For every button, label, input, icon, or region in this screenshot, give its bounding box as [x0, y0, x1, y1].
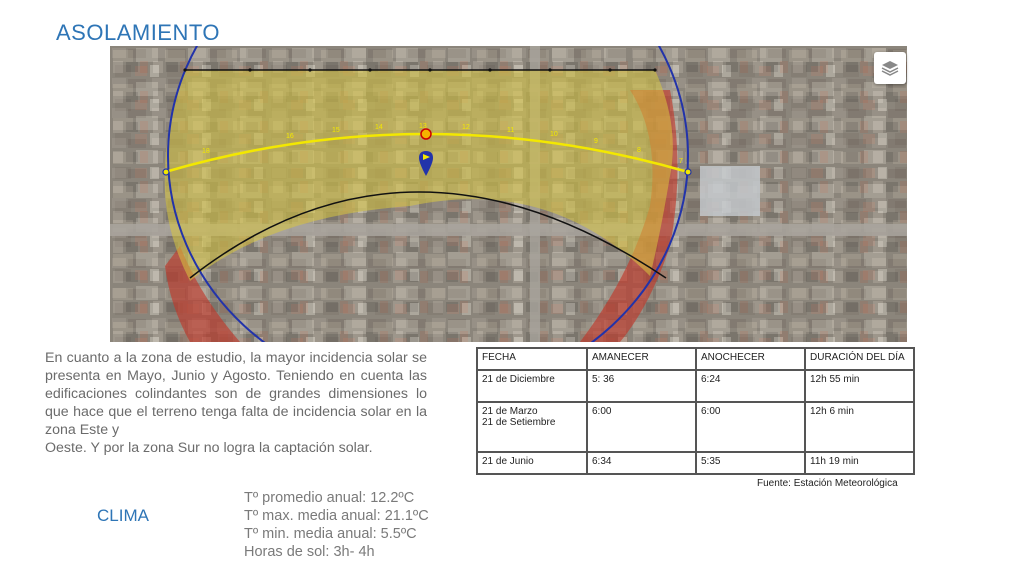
- table-row: [477, 370, 914, 402]
- building-roof: [700, 166, 760, 216]
- sunset-marker: [163, 169, 169, 175]
- hour-label: 10: [550, 131, 558, 138]
- table-cell: 5:35: [696, 452, 805, 474]
- sunlight-table: [476, 347, 915, 475]
- table-cell: 21 de Junio: [477, 452, 587, 474]
- clima-heading: CLIMA: [97, 506, 149, 525]
- page-title: ASOLAMIENTO: [56, 20, 221, 45]
- hour-label: 8: [637, 147, 641, 154]
- table-cell: 5: 36: [587, 370, 696, 402]
- hour-label: 12: [462, 124, 470, 131]
- map-svg: [110, 46, 907, 342]
- clima-item: Tº min. media anual: 5.5ºC: [244, 526, 417, 542]
- layers-icon: [880, 59, 900, 77]
- table-cell: 6:34: [587, 452, 696, 474]
- table-row: [477, 452, 914, 474]
- hour-label: 15: [332, 127, 340, 134]
- hour-label: 18: [202, 148, 210, 155]
- hour-label: 16: [286, 133, 294, 140]
- clima-item: Tº promedio anual: 12.2ºC: [244, 490, 415, 506]
- table-header: AMANECER: [587, 348, 696, 370]
- table-header: DURACIÓN DEL DÍA: [805, 348, 914, 370]
- table-cell: 6:00: [696, 402, 805, 452]
- table-cell: [477, 402, 587, 452]
- table-cell-line: 21 de Marzo: [482, 406, 538, 417]
- table-source: Fuente: Estación Meteorológica: [757, 478, 898, 489]
- table-cell: 11h 19 min: [805, 452, 914, 474]
- description-text: [45, 349, 427, 457]
- hour-label: 14: [375, 124, 383, 131]
- hour-label: 13: [419, 123, 427, 130]
- table-cell: 6:24: [696, 370, 805, 402]
- sunrise-marker: [685, 169, 691, 175]
- clima-item: Tº max. media anual: 21.1ºC: [244, 508, 429, 524]
- clima-list: [244, 489, 429, 561]
- table-cell: 21 de Diciembre: [477, 370, 587, 402]
- clima-item: Horas de sol: 3h- 4h: [244, 544, 375, 560]
- solar-path-map[interactable]: [110, 46, 907, 342]
- table-header: ANOCHECER: [696, 348, 805, 370]
- table-cell: 6:00: [587, 402, 696, 452]
- hour-label: 7: [679, 158, 683, 165]
- table-header-row: [477, 348, 914, 370]
- hour-label: 9: [594, 138, 598, 145]
- description-last-line: Oeste. Y por la zona Sur no logra la captación solar.: [45, 440, 373, 456]
- table-cell: 12h 55 min: [805, 370, 914, 402]
- table-cell: 12h 6 min: [805, 402, 914, 452]
- table-cell-line: 21 de Setiembre: [482, 417, 556, 428]
- hour-label: 11: [507, 127, 515, 134]
- sun-position: [421, 129, 431, 139]
- table-header: FECHA: [477, 348, 587, 370]
- description-body: En cuanto a la zona de estudio, la mayor incidencia solar se presenta en Mayo, Junio y Agosto. Teniendo en cuenta las edificaciones colindantes son de grandes dimensiones lo que hace que el terreno tenga falta de incidencia solar en la zona Este y: [45, 350, 427, 438]
- layers-button[interactable]: [874, 52, 906, 84]
- table-row: [477, 402, 914, 452]
